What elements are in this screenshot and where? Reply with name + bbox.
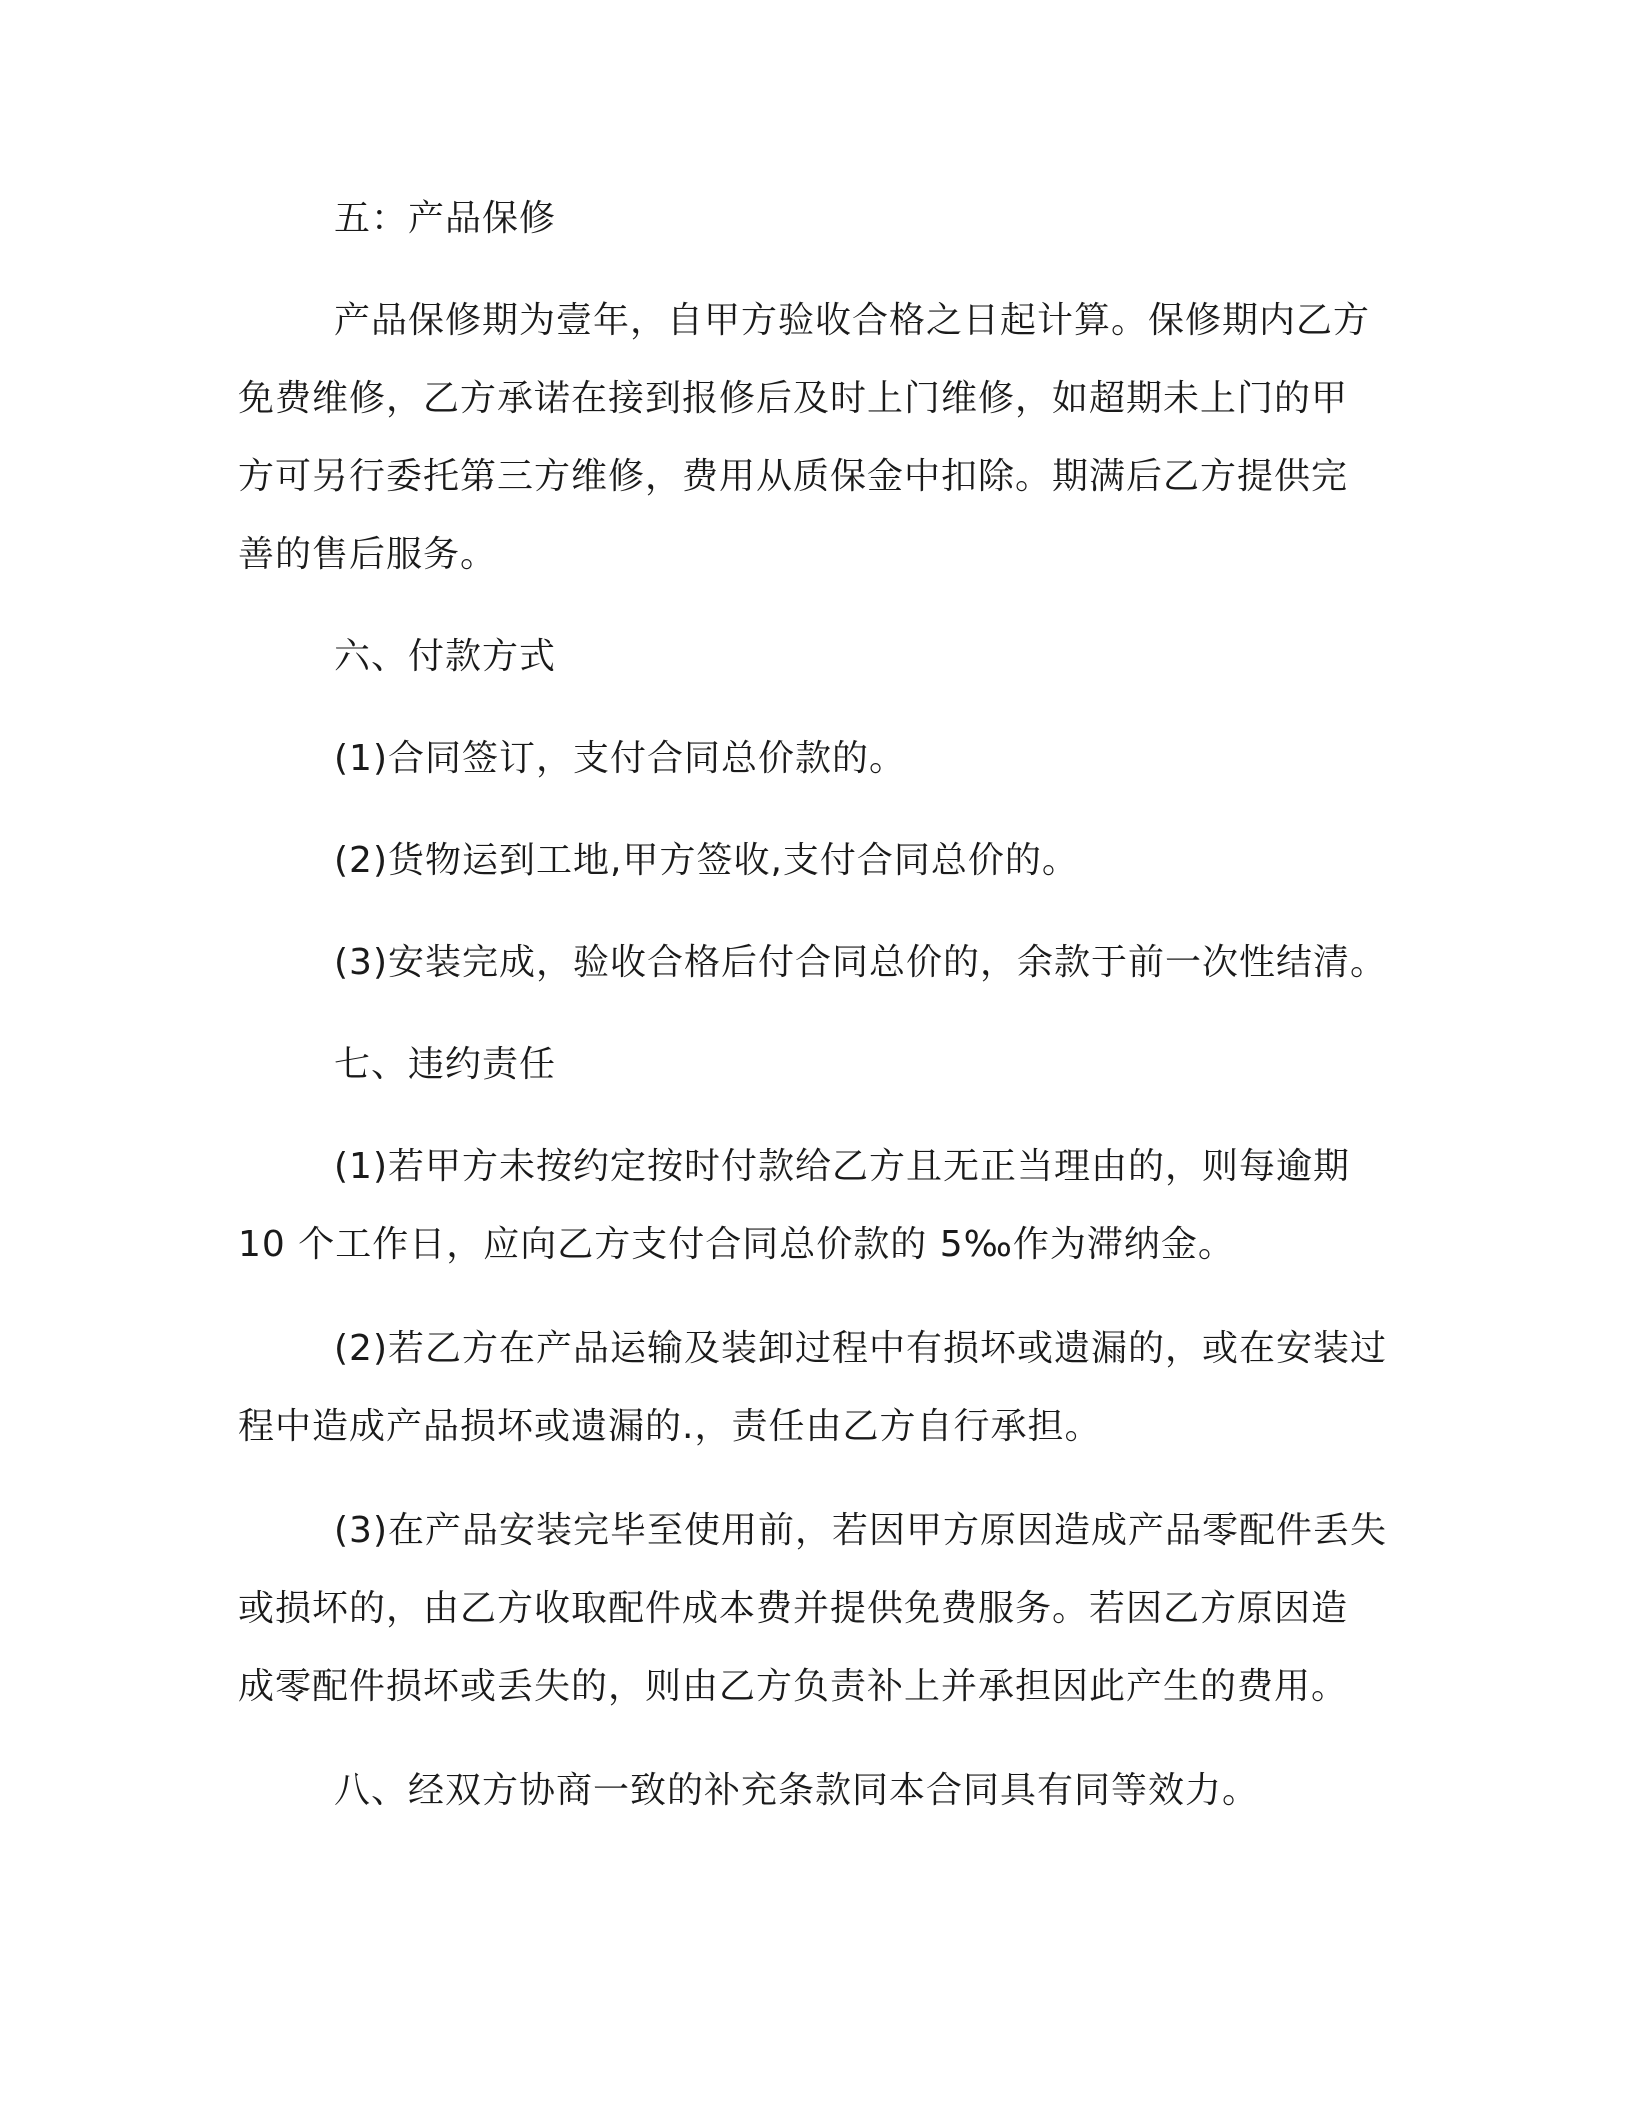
section-heading-warranty: 五：产品保修: [334, 198, 557, 239]
payment-item-1: (1)合同签订，支付合同总价款的。: [334, 738, 906, 779]
liability-item-2: [238, 1310, 1408, 1466]
paragraph-line: 成零配件损坏或丢失的，则由乙方负责补上并承担因此产生的费用。: [238, 1666, 1349, 1707]
paragraph-line: 10 个工作日，应向乙方支付合同总价款的 5‰作为滞纳金。: [238, 1224, 1235, 1265]
paragraph-line: 产品保修期为壹年，自甲方验收合格之日起计算。保修期内乙方: [334, 300, 1371, 341]
supplementary-clause: 八、经双方协商一致的补充条款同本合同具有同等效力。: [334, 1770, 1260, 1811]
paragraph-line: (1)若甲方未按约定按时付款给乙方且无正当理由的，则每逾期: [334, 1146, 1350, 1187]
paragraph-line: 程中造成产品损坏或遗漏的.，责任由乙方自行承担。: [238, 1406, 1102, 1447]
liability-item-1: [238, 1128, 1408, 1284]
section-heading-payment: 六、付款方式: [334, 636, 557, 677]
paragraph-line: 免费维修，乙方承诺在接到报修后及时上门维修，如超期未上门的甲: [238, 378, 1349, 419]
paragraph-line: 善的售后服务。: [238, 534, 498, 575]
payment-item-2: (2)货物运到工地,甲方签收,支付合同总价的。: [334, 840, 1079, 881]
section-heading-liability: 七、违约责任: [334, 1044, 557, 1085]
paragraph-line: 或损坏的，由乙方收取配件成本费并提供免费服务。若因乙方原因造: [238, 1588, 1349, 1629]
paragraph-line: (3)在产品安装完毕至使用前，若因甲方原因造成产品零配件丢失: [334, 1510, 1387, 1551]
paragraph-line: (2)若乙方在产品运输及装卸过程中有损坏或遗漏的，或在安装过: [334, 1328, 1387, 1369]
warranty-paragraph: [238, 282, 1408, 594]
paragraph-line: 方可另行委托第三方维修，费用从质保金中扣除。期满后乙方提供完: [238, 456, 1349, 497]
payment-item-3: (3)安装完成，验收合格后付合同总价的，余款于前一次性结清。: [334, 942, 1387, 983]
liability-item-3: [238, 1492, 1408, 1726]
